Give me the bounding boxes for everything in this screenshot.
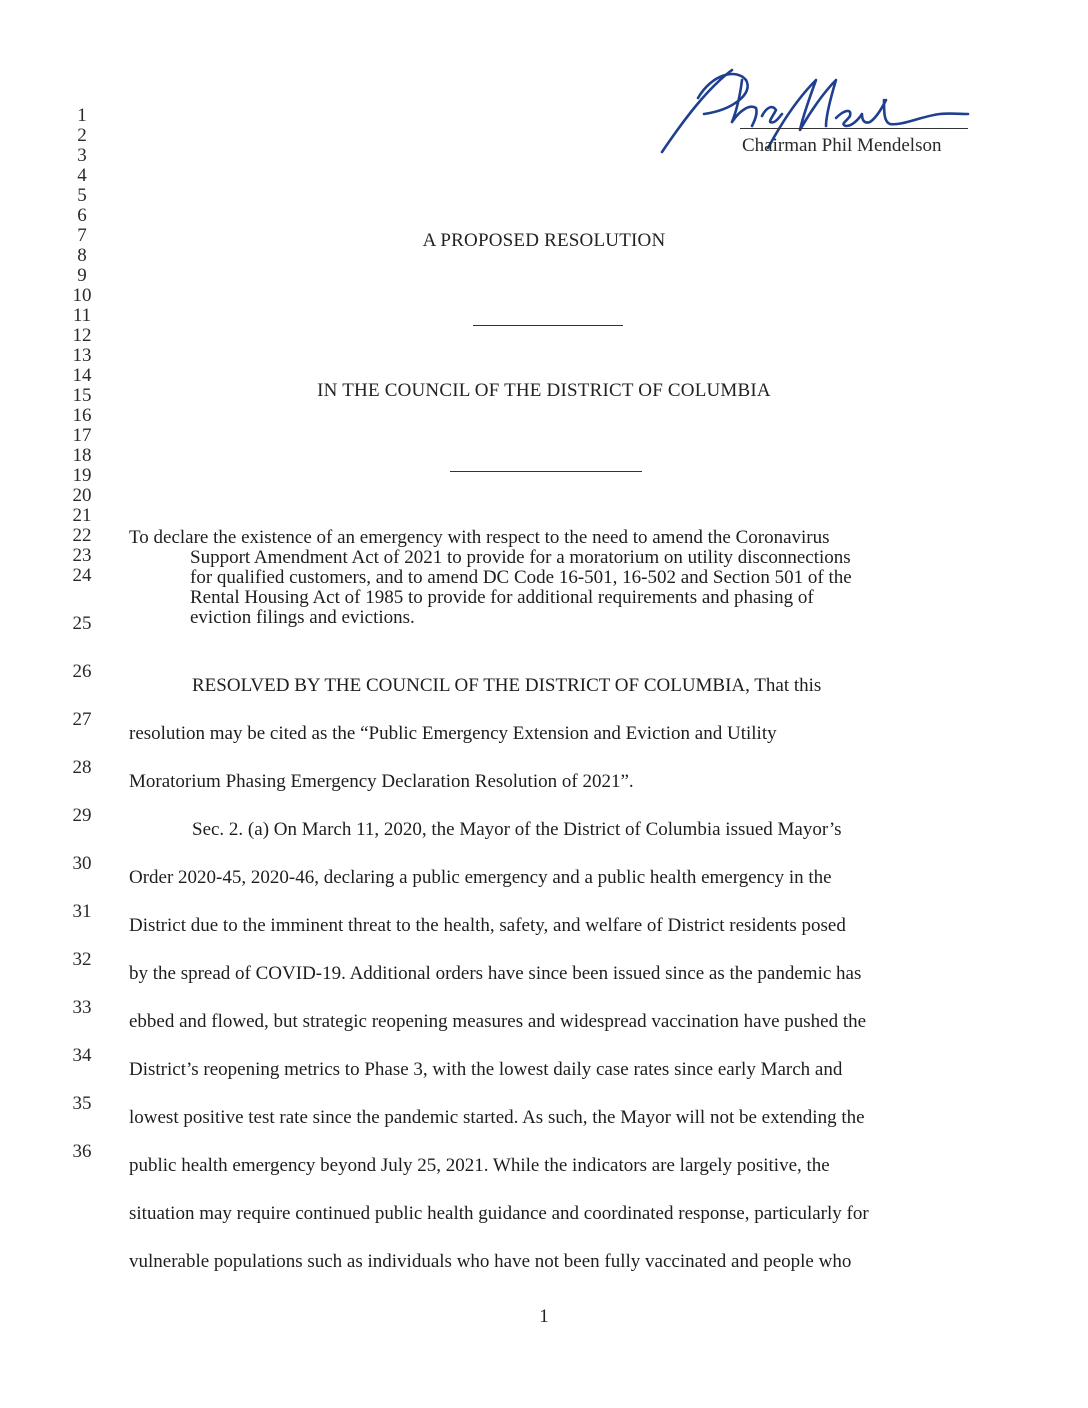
body-line: vulnerable populations such as individuals who have not been fully vaccinated and people who [129,1251,852,1272]
body-line: Moratorium Phasing Emergency Declaration Resolution of 2021”. [129,771,634,792]
line-number: 34 [72,1045,92,1066]
line-number: 15 [72,385,92,406]
line-number: 25 [72,613,92,634]
line-number: 24 [72,565,92,586]
line-number: 19 [72,465,92,486]
line-number: 4 [77,165,87,186]
line-number: 2 [77,125,87,146]
line-number: 16 [72,405,92,426]
line-number: 21 [72,505,92,526]
purpose-line: Support Amendment Act of 2021 to provide for a moratorium on utility disconnections [190,547,851,568]
line-number: 1 [77,105,87,126]
line-number: 35 [72,1093,92,1114]
line-number: 5 [77,185,87,206]
body-line: resolution may be cited as the “Public Emergency Extension and Eviction and Utility [129,723,777,744]
line-number: 31 [72,901,92,922]
line-number: 9 [77,265,87,286]
line-number: 17 [72,425,92,446]
body-line: District’s reopening metrics to Phase 3, with the lowest daily case rates since early March and [129,1059,843,1080]
body-line: by the spread of COVID-19. Additional orders have since been issued since as the pandemic has [129,963,862,984]
body-line: Sec. 2. (a) On March 11, 2020, the Mayor of the District of Columbia issued Mayor’s [192,819,842,840]
line-number: 6 [77,205,87,226]
line-number: 32 [72,949,92,970]
purpose-line: eviction filings and evictions. [190,607,415,628]
line-number: 8 [77,245,87,266]
purpose-line: for qualified customers, and to amend DC Code 16-501, 16-502 and Section 501 of the [190,567,852,588]
line-number: 36 [72,1141,92,1162]
body-line: public health emergency beyond July 25, 2021. While the indicators are largely positive, the [129,1155,830,1176]
body-line: ebbed and flowed, but strategic reopening measures and widespread vaccination have pushed the [129,1011,867,1032]
line-number: 11 [72,305,92,326]
signatory-name: Chairman Phil Mendelson [742,135,942,156]
line-number: 30 [72,853,92,874]
line-number: 27 [72,709,92,730]
line-number: 23 [72,545,92,566]
line-number: 13 [72,345,92,366]
line-number: 28 [72,757,92,778]
body-line: situation may require continued public health guidance and coordinated response, particularly for [129,1203,869,1224]
body-line: lowest positive test rate since the pandemic started. As such, the Mayor will not be extending the [129,1107,865,1128]
line-number: 18 [72,445,92,466]
line-number: 29 [72,805,92,826]
line-number: 22 [72,525,92,546]
line-number: 20 [72,485,92,506]
purpose-line: Rental Housing Act of 1985 to provide for additional requirements and phasing of [190,587,814,608]
divider-rule [450,471,642,472]
line-number: 33 [72,997,92,1018]
council-heading: IN THE COUNCIL OF THE DISTRICT OF COLUMBIA [317,380,771,401]
divider-rule [473,325,623,326]
line-number: 14 [72,365,92,386]
page-number: 1 [539,1306,549,1327]
line-number: 26 [72,661,92,682]
purpose-line: To declare the existence of an emergency with respect to the need to amend the Coronavirus [129,527,830,548]
line-number: 3 [77,145,87,166]
body-line: District due to the imminent threat to the health, safety, and welfare of District residents posed [129,915,846,936]
body-line: RESOLVED BY THE COUNCIL OF THE DISTRICT OF COLUMBIA, That this [192,675,822,696]
document-title: A PROPOSED RESOLUTION [422,230,666,251]
line-number: 12 [72,325,92,346]
line-number: 7 [77,225,87,246]
signature-line [740,128,968,129]
body-line: Order 2020-45, 2020-46, declaring a public emergency and a public health emergency in the [129,867,832,888]
line-number: 10 [72,285,92,306]
